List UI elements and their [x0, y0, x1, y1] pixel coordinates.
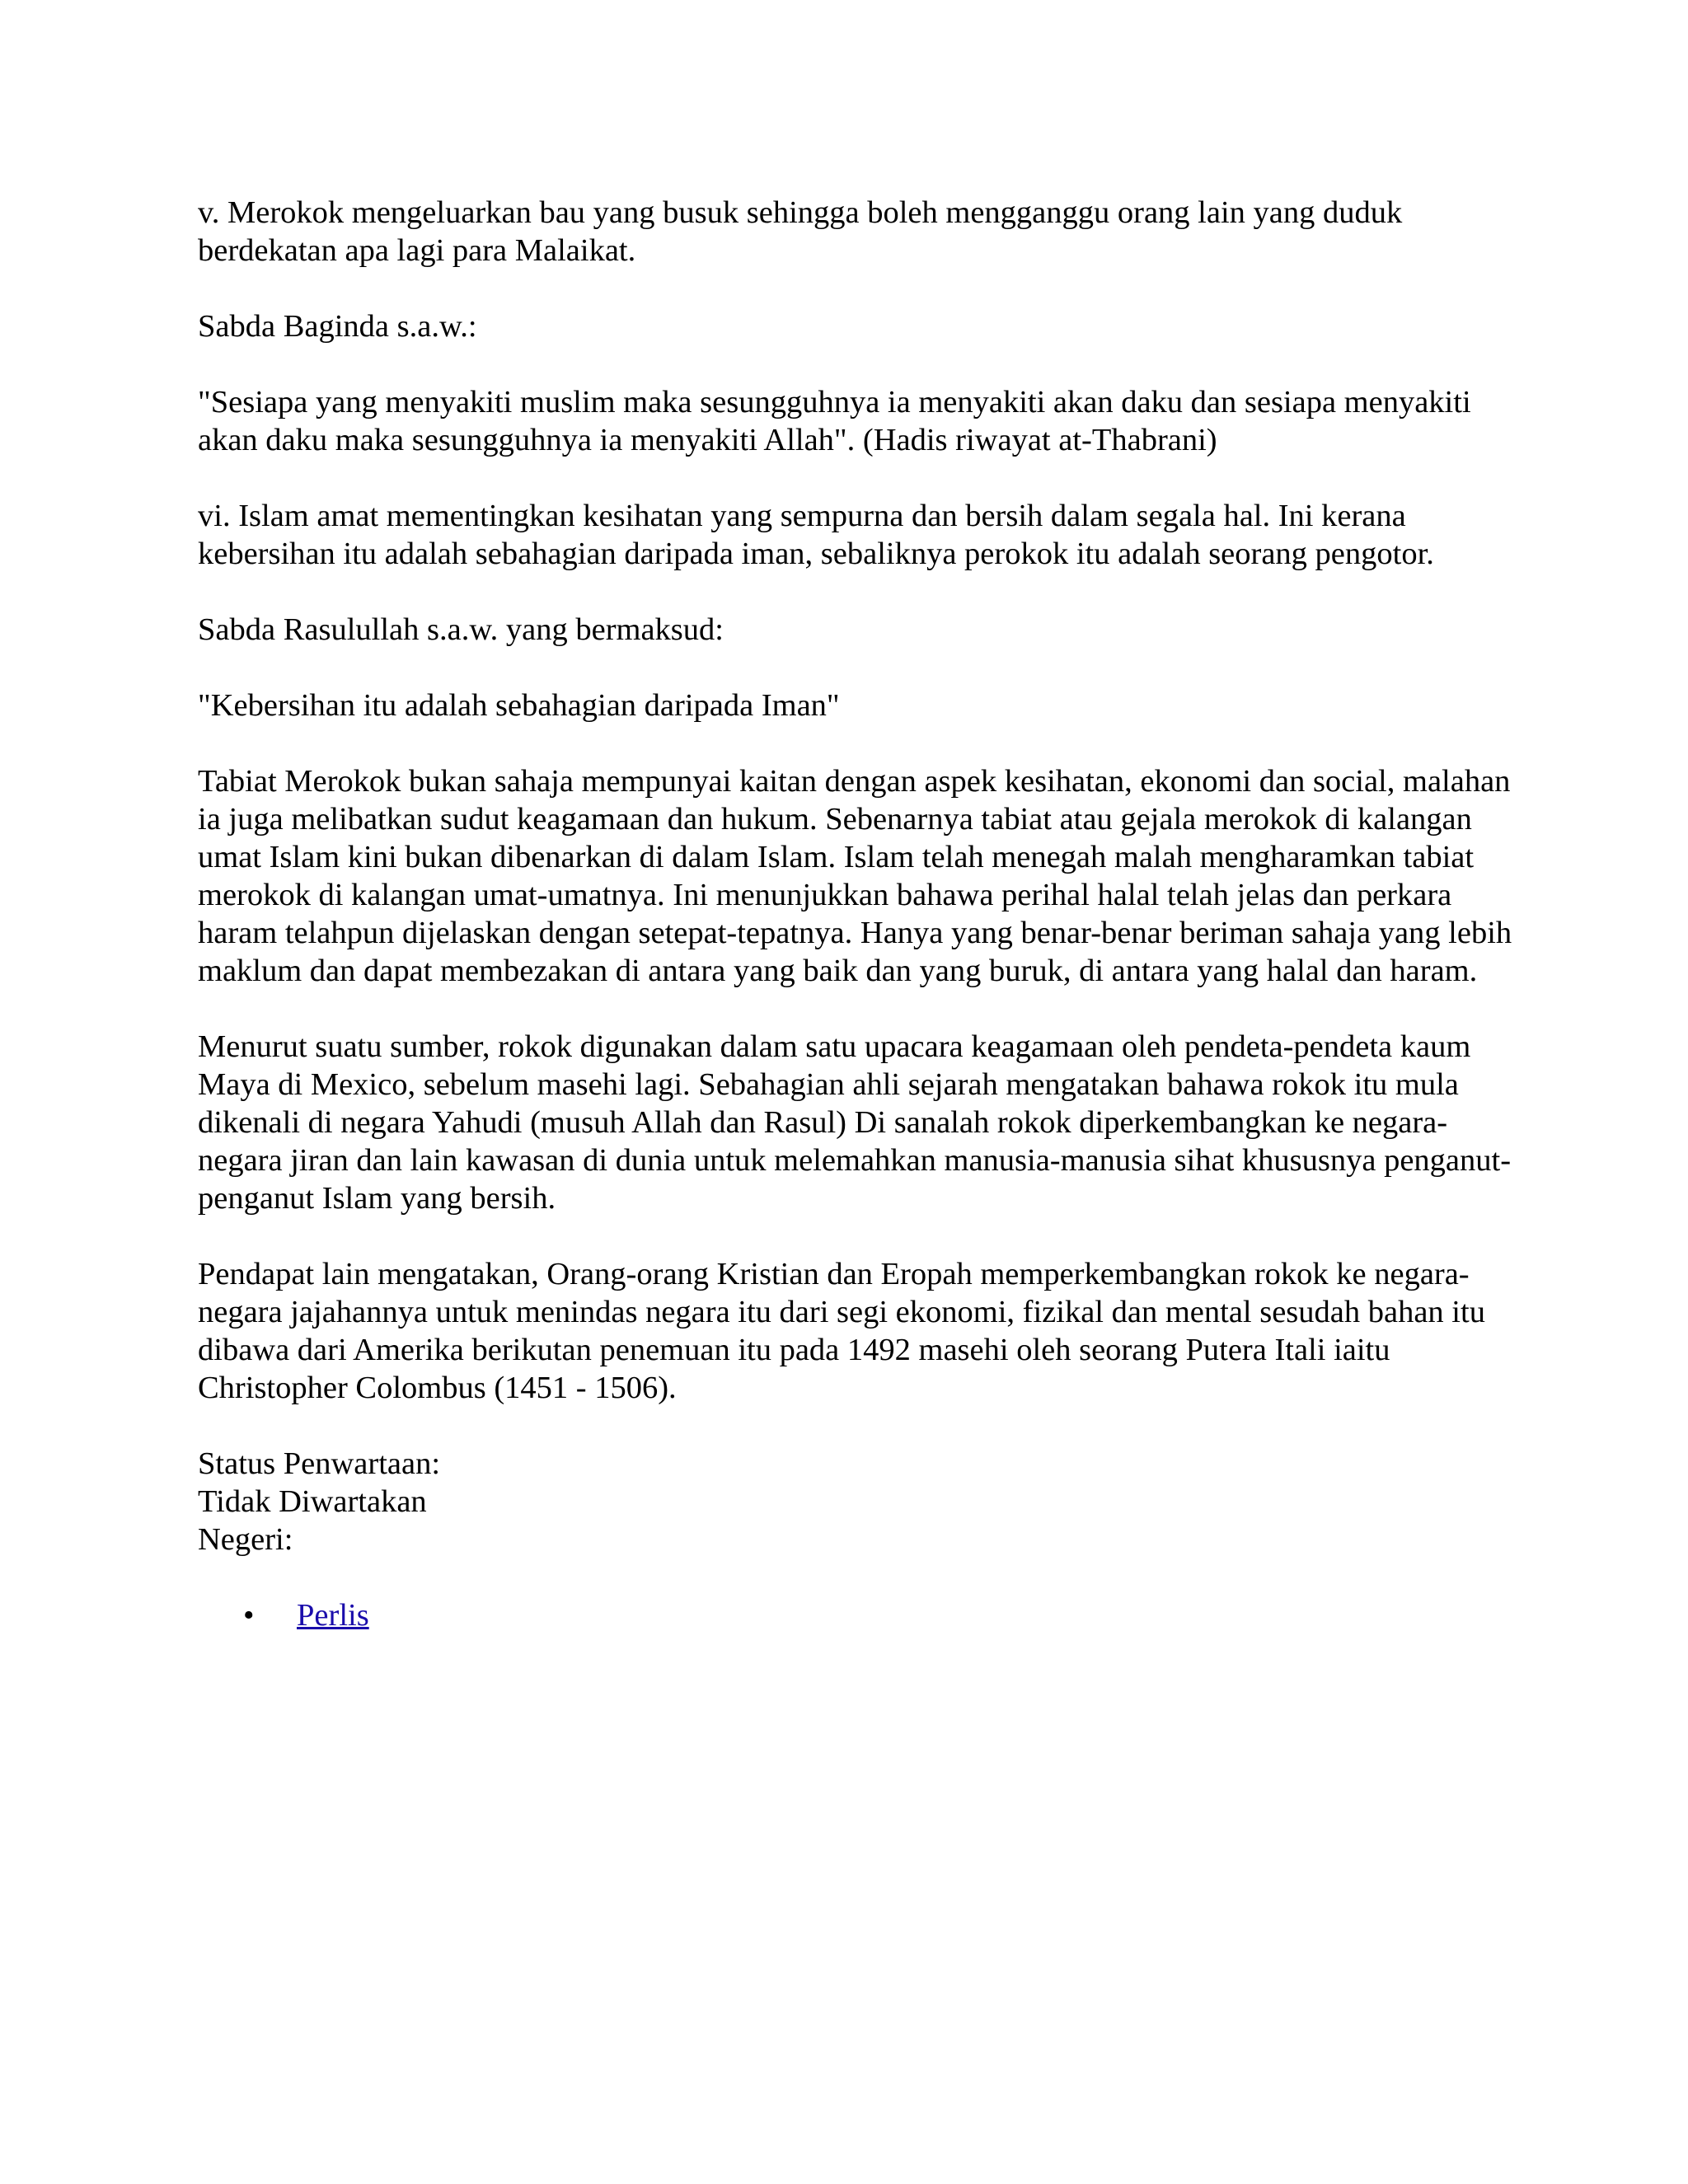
paragraph-point-vi: vi. Islam amat mementingkan kesihatan yang sempurna dan bersih dalam segala hal. Ini kerana kebersihan itu adalah sebahagian daripada iman, sebaliknya perokok itu adalah seorang pengotor. [198, 499, 1434, 571]
paragraph-hadis-thabrani: "Sesiapa yang menyakiti muslim maka sesungguhnya ia menyakiti akan daku dan sesiapa menyakiti akan daku maka sesungguhnya ia menyakiti Allah". (Hadis riwayat at-Thabrani) [198, 385, 1471, 457]
state-list [198, 1596, 1517, 1634]
paragraph-sabda-rasulullah: Sabda Rasulullah s.a.w. yang bermaksud: [198, 612, 724, 647]
paragraph-point-v: v. Merokok mengeluarkan bau yang busuk sehingga boleh mengganggu orang lain yang duduk berdekatan apa lagi para Malaikat. [198, 195, 1403, 268]
document-page [198, 194, 1517, 1634]
paragraph-kebersihan-quote: "Kebersihan itu adalah sebahagian daripada Iman" [198, 688, 840, 723]
state-link-perlis[interactable]: Perlis [297, 1598, 369, 1633]
state-label: Negeri: [198, 1522, 293, 1557]
status-label: Status Penwartaan: [198, 1446, 441, 1481]
status-value: Tidak Diwartakan [198, 1484, 427, 1519]
paragraph-sabda-baginda: Sabda Baginda s.a.w.: [198, 309, 477, 344]
paragraph-tabiat-merokok: Tabiat Merokok bukan sahaja mempunyai kaitan dengan aspek kesihatan, ekonomi dan social, malahan ia juga melibatkan sudut keagamaan dan hukum. Sebenarnya tabiat atau gejala merokok di kalangan umat Islam kini bukan dibenarkan di dalam Islam. Islam telah menegah malah mengharamkan tabiat merokok di kalangan umat-umatnya. Ini menunjukkan bahawa perihal halal telah jelas dan perkara haram telahpun dijelaskan dengan setepat-tepatnya. Hanya yang benar-benar beriman sahaja yang lebih maklum dan dapat membezakan di antara yang baik dan yang buruk, di antara yang halal dan haram. [198, 764, 1512, 988]
list-item [198, 1596, 1517, 1634]
status-block [198, 1445, 1517, 1558]
paragraph-pendapat-lain: Pendapat lain mengatakan, Orang-orang Kristian dan Eropah memperkembangkan rokok ke negara-negara jajahannya untuk menindas negara itu dari segi ekonomi, fizikal dan mental sesudah bahan itu dibawa dari Amerika berikutan penemuan itu pada 1492 masehi oleh seorang Putera Itali iaitu Christopher Colombus (1451 - 1506). [198, 1257, 1485, 1405]
paragraph-menurut-sumber: Menurut suatu sumber, rokok digunakan dalam satu upacara keagamaan oleh pendeta-pendeta kaum Maya di Mexico, sebelum masehi lagi. Sebahagian ahli sejarah mengatakan bahawa rokok itu mula dikenali di negara Yahudi (musuh Allah dan Rasul) Di sanalah rokok diperkembangkan ke negara-negara jiran dan lain kawasan di dunia untuk melemahkan manusia-manusia sihat khususnya penganut-penganut Islam yang bersih. [198, 1029, 1512, 1216]
bullet-icon: • [243, 1598, 255, 1633]
